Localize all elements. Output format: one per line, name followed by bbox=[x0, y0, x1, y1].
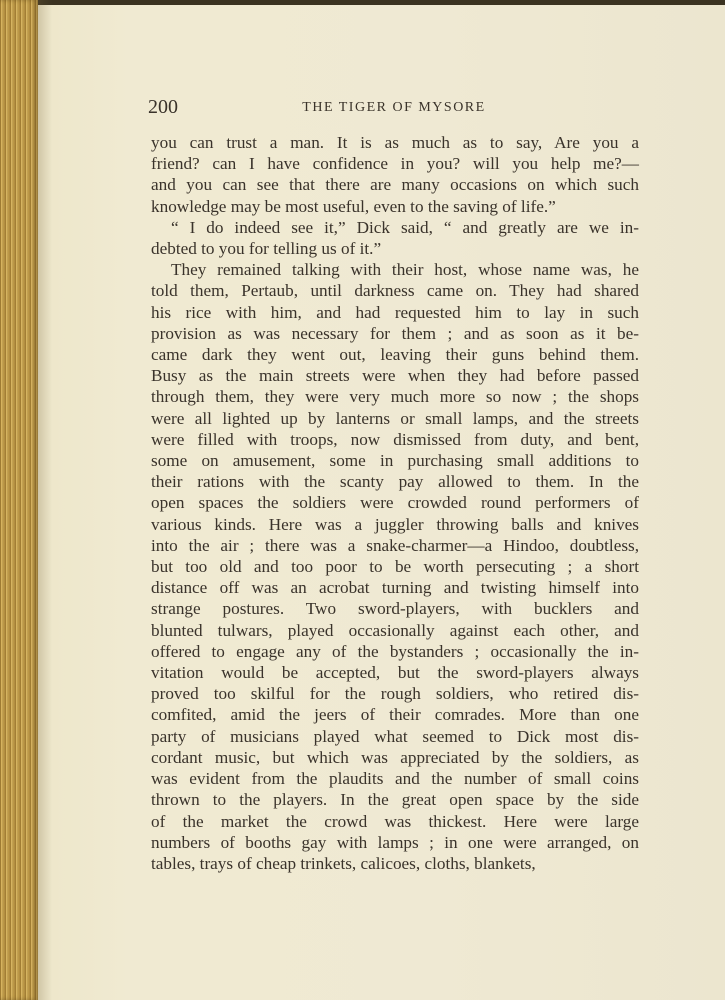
text-line: “ I do indeed see it,” Dick said, “ and greatly are we in- bbox=[171, 217, 639, 237]
text-line: knowledge may be most useful, even to the saving of life.” bbox=[151, 196, 556, 216]
text-line: vitation would be accepted, but the sword-players always bbox=[151, 663, 639, 683]
text-line: but too old and too poor to be worth persecuting ; a short bbox=[151, 557, 639, 577]
text-line: provision as was necessary for them ; and as soon as it be- bbox=[151, 323, 639, 343]
text-line: Busy as the main streets were when they had before passed bbox=[151, 366, 639, 386]
text-line: strange postures. Two sword-players, with bucklers and bbox=[151, 599, 639, 619]
text-line: tables, trays of cheap trinkets, calicoes, cloths, blankets, bbox=[151, 853, 536, 873]
text-line: party of musicians played what seemed to Dick most dis- bbox=[151, 726, 639, 746]
text-line: came dark they went out, leaving their guns behind them. bbox=[151, 345, 639, 365]
text-line: comfited, amid the jeers of their comrades. More than one bbox=[151, 705, 639, 725]
paragraph bbox=[151, 259, 639, 874]
page-top-edge bbox=[0, 0, 725, 5]
text-line: into the air ; there was a snake-charmer—a Hindoo, doubtless, bbox=[151, 535, 639, 555]
paragraph bbox=[151, 132, 639, 217]
text-line: various kinds. Here was a juggler throwing balls and knives bbox=[151, 514, 639, 534]
running-head: THE TIGER OF MYSORE bbox=[302, 100, 486, 115]
text-line: debted to you for telling us of it.” bbox=[151, 239, 382, 259]
text-line: open spaces the soldiers were crowded round performers of bbox=[151, 493, 639, 513]
text-line: told them, Pertaub, until darkness came on. They had shared bbox=[151, 281, 639, 301]
text-line: were filled with troops, now dismissed from duty, and bent, bbox=[151, 429, 639, 449]
page-number: 200 bbox=[148, 96, 178, 118]
paragraph bbox=[151, 217, 639, 259]
text-line: thrown to the players. In the great open space by the side bbox=[151, 790, 639, 810]
text-line: offered to engage any of the bystanders ; occasionally the in- bbox=[151, 641, 639, 661]
text-line: was evident from the plaudits and the number of small coins bbox=[151, 769, 639, 789]
text-line: you can trust a man. It is as much as to say, Are you a bbox=[151, 133, 639, 152]
text-line: through them, they were very much more so now ; the shops bbox=[151, 387, 639, 407]
text-line: were all lighted up by lanterns or small lamps, and the streets bbox=[151, 408, 639, 428]
text-line: cordant music, but which was appreciated by the soldiers, as bbox=[151, 747, 639, 767]
text-line: proved too skilful for the rough soldiers, who retired dis- bbox=[151, 684, 639, 704]
text-line: some on amusement, some in purchasing small additions to bbox=[151, 451, 639, 471]
book-binding-edge bbox=[0, 0, 38, 1000]
text-line: numbers of booths gay with lamps ; in one were arranged, on bbox=[151, 832, 639, 852]
text-line: blunted tulwars, played occasionally against each other, and bbox=[151, 620, 639, 640]
page-header bbox=[148, 96, 640, 124]
text-line: and you can see that there are many occasions on which such bbox=[151, 175, 639, 195]
text-line: distance off was an acrobat turning and twisting himself into bbox=[151, 578, 639, 598]
text-line: his rice with him, and had requested him to lay in such bbox=[151, 302, 639, 322]
text-line: their rations with the scanty pay allowed to them. In the bbox=[151, 472, 639, 492]
text-line: friend? can I have confidence in you? will you help me?— bbox=[151, 154, 639, 174]
gutter-shadow bbox=[38, 0, 52, 1000]
text-line: of the market the crowd was thickest. Here were large bbox=[151, 811, 639, 831]
text-line: They remained talking with their host, whose name was, he bbox=[171, 260, 639, 280]
body-text bbox=[151, 132, 639, 874]
